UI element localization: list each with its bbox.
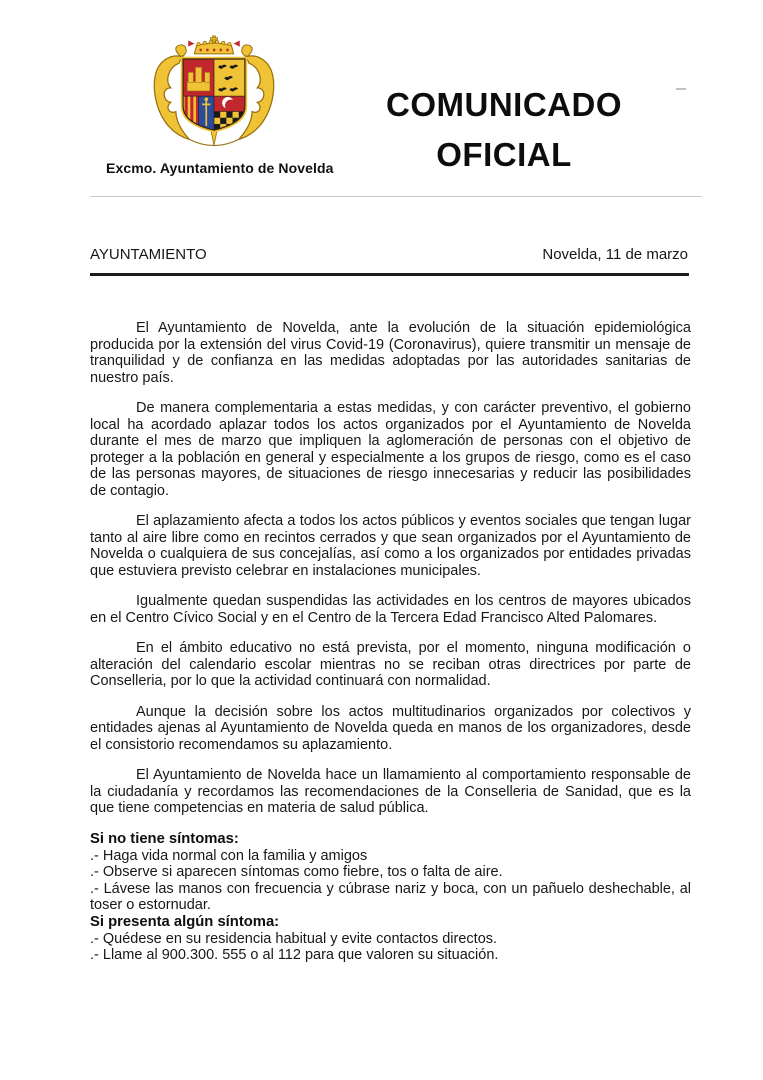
symptom-item: .- Quédese en su residencia habitual y evite contactos directos. <box>90 930 498 947</box>
body-paragraph: El Ayuntamiento de Novelda hace un llamamiento al comportamiento responsable de la ciudadanía y recordamos las recomendaciones de la Conselleria de Sanidad, que es la que tiene competencias en materia de salud pública. <box>90 767 691 816</box>
scan-artifact <box>676 88 686 90</box>
body-paragraph: Aunque la decisión sobre los actos multitudinarios organizados por colectivos y entidades ajenas al Ayuntamiento de Novelda queda en manos de los organizadores, desde el consistorio recomendamos su aplazamiento. <box>90 703 691 753</box>
meta-department: AYUNTAMIENTO <box>90 246 207 263</box>
section-heading-symptoms: Si presenta algún síntoma: <box>90 913 280 930</box>
meta-dateline: Novelda, 11 de marzo <box>542 246 688 263</box>
body-paragraph: En el ámbito educativo no está prevista, por el momento, ninguna modificación o alteración del calendario escolar mientras no se reciban otras directrices por parte de Conselleria, por lo que la actividad continuará con normalidad. <box>90 640 691 689</box>
symptom-item: .- Lávese las manos con frecuencia y cúbrase nariz y boca, con un pañuelo deshechable, al toser o estornudar. <box>90 880 691 913</box>
document-title-line1: COMUNICADO <box>386 86 622 123</box>
header-divider <box>90 196 702 197</box>
document-title <box>352 80 656 180</box>
document-title-line2: OFICIAL <box>436 136 572 173</box>
symptom-item: .- Observe si aparecen síntomas como fiebre, tos o falta de aire. <box>90 864 503 880</box>
symptom-item: .- Llame al 900.300. 555 o al 112 para que valoren su situación. <box>90 947 499 963</box>
section-heading-no-symptoms: Si no tiene síntomas: <box>90 830 239 847</box>
meta-row <box>90 246 688 263</box>
crown-icon <box>188 36 240 54</box>
novelda-coat-of-arms-icon <box>146 34 282 150</box>
body-paragraph: Igualmente quedan suspendidas las actividades en los centros de mayores ubicados en el Centro Cívico Social y en el Centro de la Tercera Edad Francisco Alted Palomares. <box>90 593 691 626</box>
document-body <box>90 320 691 964</box>
body-paragraph: El Ayuntamiento de Novelda, ante la evolución de la situación epidemiológica producida por la extensión del virus Covid-19 (Coronavirus), quiere transmitir un mensaje de tranquilidad y de confianza en las medidas adoptadas por las autoridades sanitarias de nuestro país. <box>90 320 691 386</box>
meta-divider <box>90 273 689 276</box>
body-paragraph: De manera complementaria a estas medidas, y con carácter preventivo, el gobierno local ha acordado aplazar todos los actos organizados por el Ayuntamiento de Novelda durante el mes de marzo que impliquen la aglomeración de personas con el objetivo de proteger a la población en general y especialmente a los grupos de riesgo, como es el caso de las personas mayores, de situaciones de riesgo innecesarias y reducir las posibilidades de contagio. <box>90 400 691 499</box>
crest-caption: Excmo. Ayuntamiento de Novelda <box>106 160 334 176</box>
body-paragraph: El aplazamiento afecta a todos los actos públicos y eventos sociales que tengan lugar tanto al aire libre como en recintos cerrados y que sean organizados por el Ayuntamiento de Novelda o cualquiera de sus concejalías, así como a los organizados por entidades privadas que estuviera previsto celebrar en instalaciones municipales. <box>90 513 691 579</box>
symptom-item: .- Haga vida normal con la familia y amigos <box>90 847 368 864</box>
